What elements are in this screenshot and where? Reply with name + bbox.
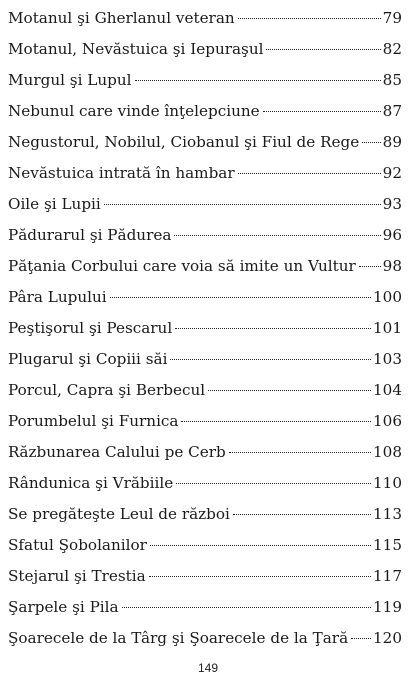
dot-leader	[174, 235, 380, 236]
dot-leader	[238, 18, 381, 19]
toc-entry	[8, 406, 402, 437]
toc-entry-title: Stejarul şi Trestia	[8, 567, 146, 585]
dot-leader	[175, 328, 371, 329]
toc-entry-page: 93	[382, 195, 402, 213]
toc-entry-title: Oile şi Lupii	[8, 195, 101, 213]
toc-entry	[8, 468, 402, 499]
dot-leader	[176, 483, 371, 484]
toc-entry-title: Se pregăteşte Leul de război	[8, 505, 230, 523]
toc-entry	[8, 189, 402, 220]
page-number: 149	[197, 661, 219, 675]
toc-entry-title: Motanul şi Gherlanul veteran	[8, 9, 235, 27]
toc-entry	[8, 3, 402, 34]
toc-entry	[8, 34, 402, 65]
toc-entry	[8, 344, 402, 375]
dot-leader	[208, 390, 371, 391]
toc-entry	[8, 127, 402, 158]
toc-entry-page: 103	[373, 350, 402, 368]
toc-entry-title: Peştişorul şi Pescarul	[8, 319, 173, 337]
toc-entry-title: Şarpele şi Pila	[8, 598, 119, 616]
toc-entry-title: Negustorul, Nobilul, Ciobanul şi Fiul de Rege	[8, 133, 360, 151]
dot-leader	[122, 607, 371, 608]
toc-entry	[8, 220, 402, 251]
toc-entry-title: Murgul şi Lupul	[8, 71, 132, 89]
toc-entry-page: 106	[373, 412, 402, 430]
toc-entry-title: Porumbelul şi Furnica	[8, 412, 179, 430]
toc-entry-page: 115	[373, 536, 402, 554]
toc-entry-page: 119	[373, 598, 402, 616]
toc-entry-title: Răzbunarea Calului pe Cerb	[8, 443, 226, 461]
toc-entry-title: Nevăstuica intrată în hambar	[8, 164, 235, 182]
toc-entry-title: Pâra Lupului	[8, 288, 107, 306]
toc-entry-page: 85	[382, 71, 402, 89]
dot-leader	[351, 638, 371, 639]
dot-leader	[135, 80, 381, 81]
toc-entry-page: 120	[373, 629, 402, 647]
toc-entry	[8, 251, 402, 282]
toc-entry	[8, 282, 402, 313]
dot-leader	[181, 421, 371, 422]
dot-leader	[229, 452, 371, 453]
toc-entry-page: 113	[373, 505, 402, 523]
toc-entry	[8, 499, 402, 530]
toc-entry-page: 104	[373, 381, 402, 399]
toc-entry	[8, 375, 402, 406]
dot-leader	[233, 514, 371, 515]
dot-leader	[104, 204, 381, 205]
toc-entry-page: 110	[373, 474, 402, 492]
toc-entry-title: Păţania Corbului care voia să imite un Vultur	[8, 257, 356, 275]
toc-entry	[8, 623, 402, 654]
toc-entry	[8, 65, 402, 96]
toc-entry-page: 98	[382, 257, 402, 275]
dot-leader	[149, 576, 371, 577]
toc-entry-page: 108	[373, 443, 402, 461]
toc-entry-title: Pădurarul şi Pădurea	[8, 226, 172, 244]
toc-entry-page: 89	[382, 133, 402, 151]
toc-entry	[8, 313, 402, 344]
toc-entry	[8, 592, 402, 623]
toc-entry-title: Şoarecele de la Târg şi Şoarecele de la Ţară	[8, 629, 349, 647]
dot-leader	[150, 545, 371, 546]
toc-entry-title: Plugarul şi Copiii săi	[8, 350, 168, 368]
toc-entry-title: Sfatul Şobolanilor	[8, 536, 147, 554]
toc-entry-title: Rândunica şi Vrăbiile	[8, 474, 174, 492]
toc-entry-page: 100	[373, 288, 402, 306]
dot-leader	[359, 266, 381, 267]
dot-leader	[266, 49, 380, 50]
toc-entry	[8, 158, 402, 189]
toc-entry-title: Porcul, Capra şi Berbecul	[8, 381, 206, 399]
dot-leader	[110, 297, 371, 298]
toc-entry-page: 79	[382, 9, 402, 27]
toc-entry-title: Motanul, Nevăstuica şi Iepuraşul	[8, 40, 264, 58]
toc-entry-title: Nebunul care vinde înţelepciune	[8, 102, 260, 120]
toc-entry-page: 117	[373, 567, 402, 585]
toc-entry	[8, 561, 402, 592]
toc-entry-page: 96	[382, 226, 402, 244]
toc-entry-page: 92	[382, 164, 402, 182]
toc-entry-page: 82	[382, 40, 402, 58]
toc-entry	[8, 96, 402, 127]
toc-entry-page: 101	[373, 319, 402, 337]
toc-entry	[8, 530, 402, 561]
dot-leader	[238, 173, 381, 174]
dot-leader	[170, 359, 371, 360]
toc-entry-page: 87	[382, 102, 402, 120]
dot-leader	[362, 142, 380, 143]
table-of-contents	[8, 3, 402, 654]
toc-entry	[8, 437, 402, 468]
dot-leader	[263, 111, 381, 112]
